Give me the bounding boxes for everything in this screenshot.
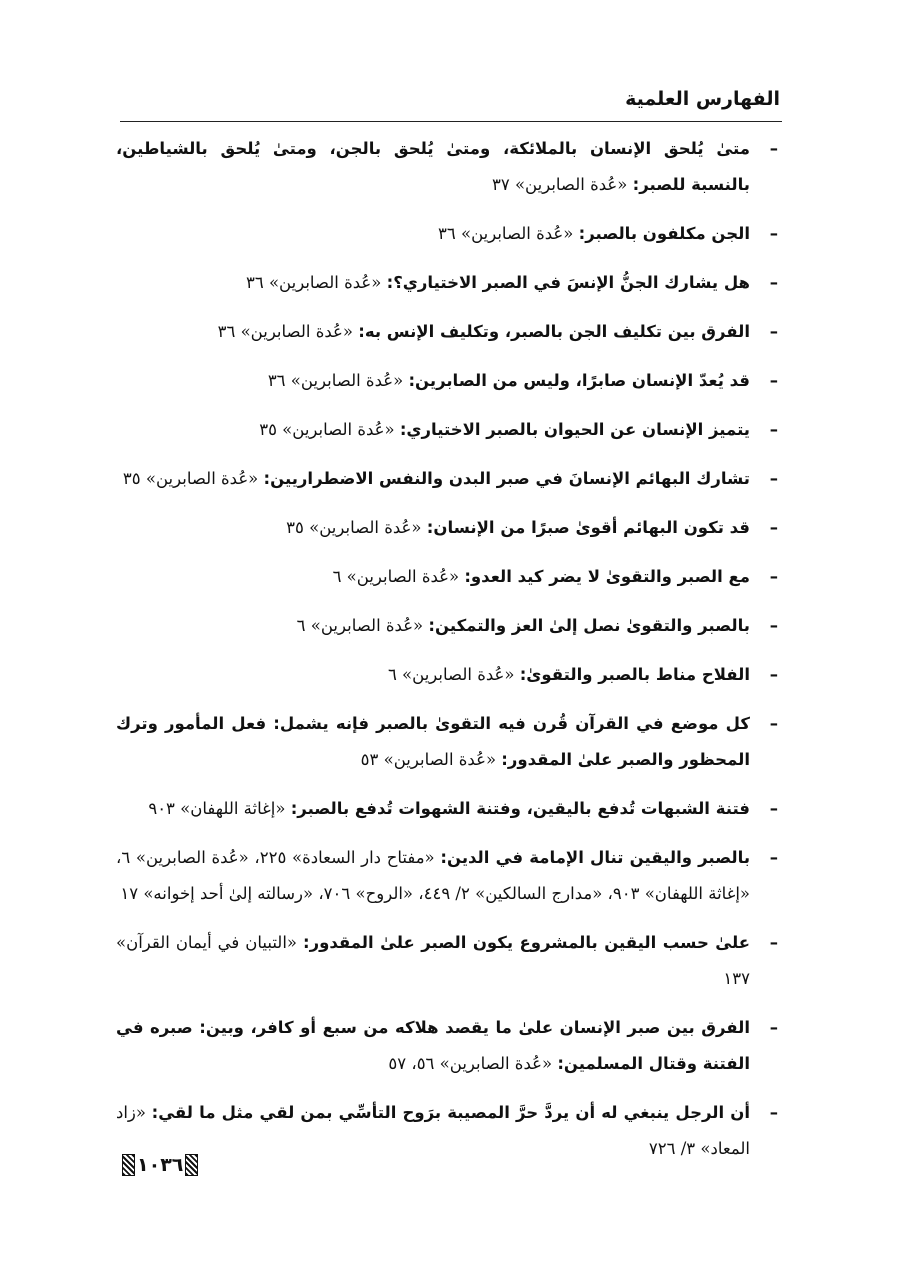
- entry-topic: الفرق بين تكليف الجن بالصبر، وتكليف الإنس به:: [358, 322, 750, 341]
- index-entry: [116, 265, 782, 301]
- index-entry: [116, 559, 782, 595]
- entry-references: «عُدة الصابرين» ٥٦، ٥٧: [388, 1054, 553, 1073]
- entry-topic: قد يُعدّ الإنسان صابرًا، وليس من الصابرين:: [408, 371, 750, 390]
- entry-topic: مع الصبر والتقوىٰ لا يضر كيد العدو:: [464, 567, 750, 586]
- entry-dash: –: [769, 420, 778, 439]
- entry-dash: –: [769, 714, 778, 733]
- entry-references: «عُدة الصابرين» ٣٥: [122, 469, 259, 488]
- entry-references: «عُدة الصابرين» ٣٧: [491, 175, 628, 194]
- entry-dash: –: [769, 848, 778, 867]
- entry-references: «مفتاح دار السعادة» ٢٢٥، «عُدة الصابرين» ٦، «إغاثة اللهفان» ٩٠٣، «مدارج السالكين» ٢/ ٤٤٩، «الروح» ٧٠٦، «رسالته إلىٰ أحد إخوانه» ١٧: [116, 848, 750, 903]
- entry-dash: –: [769, 933, 778, 952]
- index-entry: [116, 925, 782, 997]
- entry-dash: –: [769, 1018, 778, 1037]
- entry-topic: يتميز الإنسان عن الحيوان بالصبر الاختياري:: [399, 420, 750, 439]
- entry-references: «عُدة الصابرين» ٣٥: [286, 518, 422, 537]
- entry-topic: بالصبر والتقوىٰ نصل إلىٰ العز والتمكين:: [428, 616, 750, 635]
- index-entry: [116, 363, 782, 399]
- entry-dash: –: [769, 139, 778, 158]
- entry-references: «عُدة الصابرين» ٣٦: [267, 371, 404, 390]
- index-entry: [116, 657, 782, 693]
- index-entry: [116, 510, 782, 546]
- entry-references: «عُدة الصابرين» ٦: [387, 665, 515, 684]
- running-header-title: الفهارس العلمية: [625, 88, 780, 110]
- page-footer: [122, 1154, 198, 1176]
- entry-dash: –: [769, 799, 778, 818]
- entry-dash: –: [769, 665, 778, 684]
- entry-topic: متىٰ يُلحق الإنسان بالملائكة، ومتىٰ يُلحق بالجن، ومتىٰ يُلحق بالشياطين، بالنسبة للصبر:: [116, 139, 750, 194]
- index-entry: [116, 1095, 782, 1167]
- entry-dash: –: [769, 224, 778, 243]
- entry-topic: بالصبر واليقين تنال الإمامة في الدين:: [440, 848, 751, 867]
- right-ornament-icon: [185, 1154, 198, 1176]
- entry-dash: –: [769, 273, 778, 292]
- entry-references: «التبيان في أيمان القرآن» ١٣٧: [116, 933, 750, 988]
- entry-dash: –: [769, 322, 778, 341]
- index-entry: [116, 706, 782, 778]
- entry-references: «عُدة الصابرين» ٦: [296, 616, 424, 635]
- entry-references: «عُدة الصابرين» ٣٦: [217, 322, 353, 341]
- entry-topic: الفرق بين صبر الإنسان علىٰ ما يقصد هلاكه من سبع أو كافر، وبين: صبره في الفتنة وقتال المسلمين:: [116, 1018, 750, 1073]
- entry-dash: –: [769, 469, 778, 488]
- entry-dash: –: [769, 616, 778, 635]
- index-entry: [116, 216, 782, 252]
- entry-dash: –: [769, 567, 778, 586]
- index-entry: [116, 1010, 782, 1082]
- index-entry: [116, 314, 782, 350]
- index-entry: [116, 412, 782, 448]
- entry-topic: علىٰ حسب اليقين بالمشروع يكون الصبر علىٰ المقدور:: [302, 933, 750, 952]
- entry-topic: الفلاح مناط بالصبر والتقوىٰ:: [519, 665, 750, 684]
- index-entry: [116, 608, 782, 644]
- index-entry: [116, 461, 782, 497]
- index-entry: [116, 840, 782, 912]
- entry-dash: –: [769, 518, 778, 537]
- entry-references: «زاد المعاد» ٣/ ٧٢٦: [116, 1103, 750, 1158]
- entry-references: «عُدة الصابرين» ٣٦: [245, 273, 382, 292]
- entry-references: «إغاثة اللهفان» ٩٠٣: [148, 799, 286, 818]
- index-entry: [116, 131, 782, 203]
- entry-topic: تشارك البهائم الإنسانَ في صبر البدن والنفس الاضطراريين:: [263, 469, 750, 488]
- entry-topic: الجن مكلفون بالصبر:: [578, 224, 750, 243]
- left-ornament-icon: [122, 1154, 135, 1176]
- page-number: ١٠٣٦: [137, 1154, 184, 1176]
- entry-topic: قد تكون البهائم أقوىٰ صبرًا من الإنسان:: [426, 518, 750, 537]
- entry-dash: –: [769, 1103, 778, 1122]
- entry-topic: أن الرجل ينبغي له أن يردَّ حرَّ المصيبة برَوح التأسِّي بمن لقي مثل ما لقي:: [151, 1103, 750, 1122]
- entry-references: «عُدة الصابرين» ٦: [332, 567, 460, 586]
- header-rule: [120, 121, 782, 122]
- index-entry: [116, 791, 782, 827]
- entry-topic: كل موضع في القرآن قُرن فيه التقوىٰ بالصبر فإنه يشمل: فعل المأمور وترك المحظور والصبر علىٰ المقدور:: [116, 714, 750, 769]
- entry-dash: –: [769, 371, 778, 390]
- entry-references: «عُدة الصابرين» ٣٥: [259, 420, 395, 439]
- entry-topic: فتنة الشبهات تُدفع باليقين، وفتنة الشهوات تُدفع بالصبر:: [290, 799, 750, 818]
- entry-references: «عُدة الصابرين» ٣٦: [438, 224, 574, 243]
- entry-topic: هل يشارك الجنُّ الإنسَ في الصبر الاختياري؟:: [386, 273, 750, 292]
- entry-references: «عُدة الصابرين» ٥٣: [360, 750, 497, 769]
- index-entry-list: [116, 131, 782, 1180]
